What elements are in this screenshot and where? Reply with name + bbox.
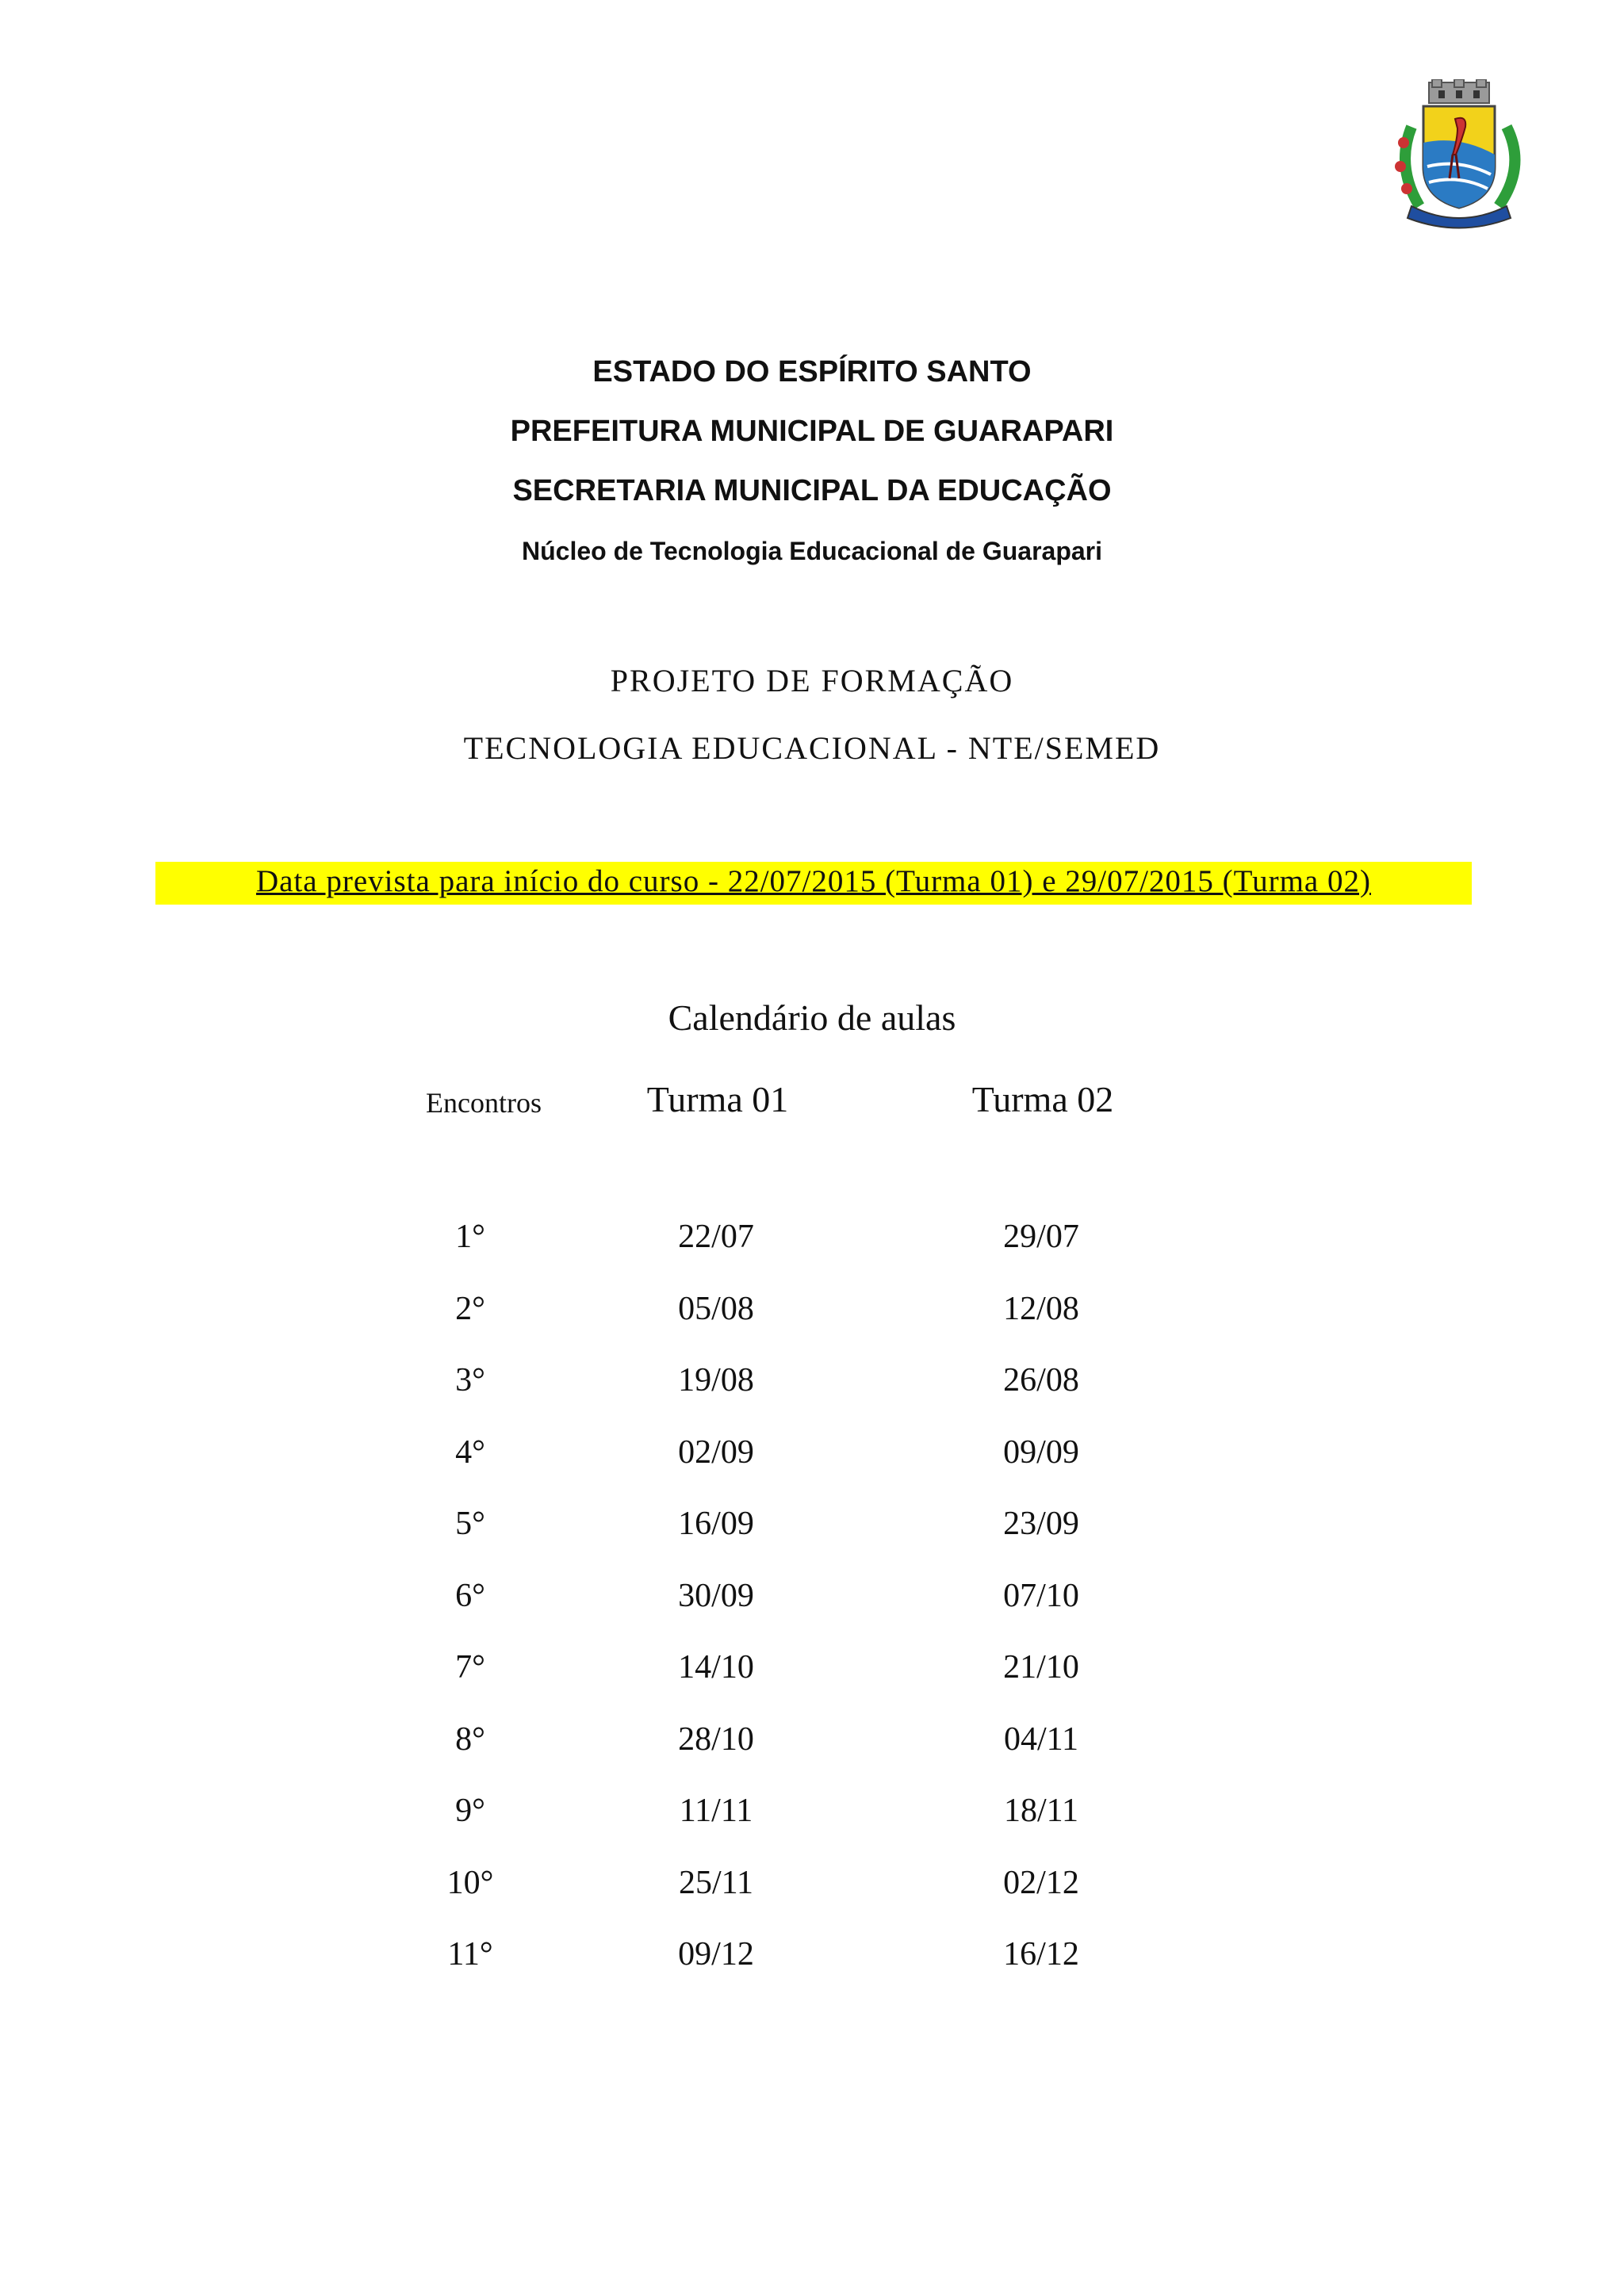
- calendar-title: Calendário de aulas: [668, 997, 956, 1038]
- encounter-number: 11°: [447, 1936, 493, 1973]
- turma1-date: 14/10: [678, 1649, 754, 1686]
- encounter-number: 4°: [455, 1434, 485, 1471]
- turma1-date: 16/09: [678, 1506, 754, 1542]
- encounters-header: Encontros: [426, 1087, 542, 1119]
- encounter-number: 9°: [455, 1793, 485, 1829]
- turma2-date: 26/08: [1003, 1362, 1079, 1399]
- turma2-date: 04/11: [1003, 1721, 1079, 1758]
- turma1-date: 30/09: [678, 1578, 754, 1614]
- turma2-date: 16/12: [1003, 1936, 1079, 1973]
- encounter-number: 10°: [446, 1865, 494, 1901]
- turma1-header: Turma 01: [646, 1079, 789, 1119]
- course-start-notice: Data prevista para início do curso - 22/07/2015 (Turma 01) e 29/07/2015 (Turma 02): [256, 864, 1371, 898]
- header-state: ESTADO DO ESPÍRITO SANTO: [592, 355, 1032, 388]
- turma2-date: 23/09: [1003, 1506, 1079, 1542]
- encounter-number: 3°: [455, 1362, 485, 1399]
- turma1-date: 19/08: [678, 1362, 754, 1399]
- encounter-number: 5°: [455, 1506, 485, 1542]
- header-secretariat: SECRETARIA MUNICIPAL DA EDUCAÇÃO: [512, 474, 1112, 507]
- turma2-date: 18/11: [1003, 1793, 1079, 1829]
- turma2-date: 12/08: [1003, 1291, 1079, 1327]
- turma1-date: 02/09: [678, 1434, 754, 1471]
- turma2-date: 21/10: [1003, 1649, 1079, 1686]
- encounter-number: 8°: [455, 1721, 485, 1758]
- encounter-number: 6°: [455, 1578, 485, 1614]
- project-title: PROJETO DE FORMAÇÃO: [610, 663, 1014, 698]
- turma1-date: 28/10: [678, 1721, 754, 1758]
- turma2-date: 29/07: [1003, 1219, 1079, 1255]
- encounter-number: 1°: [455, 1219, 485, 1255]
- turma2-date: 07/10: [1003, 1578, 1079, 1614]
- header-prefecture: PREFEITURA MUNICIPAL DE GUARAPARI: [510, 415, 1114, 448]
- municipal-crest-icon: [1380, 79, 1538, 230]
- turma1-date: 09/12: [678, 1936, 754, 1973]
- turma2-date: 02/12: [1003, 1865, 1079, 1901]
- header-nucleus: Núcleo de Tecnologia Educacional de Guarapari: [521, 537, 1103, 565]
- turma1-date: 22/07: [678, 1219, 754, 1255]
- encounter-number: 2°: [455, 1291, 485, 1327]
- turma1-date: 05/08: [678, 1291, 754, 1327]
- turma2-date: 09/09: [1003, 1434, 1079, 1471]
- encounter-number: 7°: [455, 1649, 485, 1686]
- turma1-date: 11/11: [679, 1793, 753, 1829]
- turma2-header: Turma 02: [971, 1079, 1114, 1119]
- turma1-date: 25/11: [678, 1865, 754, 1901]
- project-subtitle: TECNOLOGIA EDUCACIONAL - NTE/SEMED: [463, 730, 1161, 766]
